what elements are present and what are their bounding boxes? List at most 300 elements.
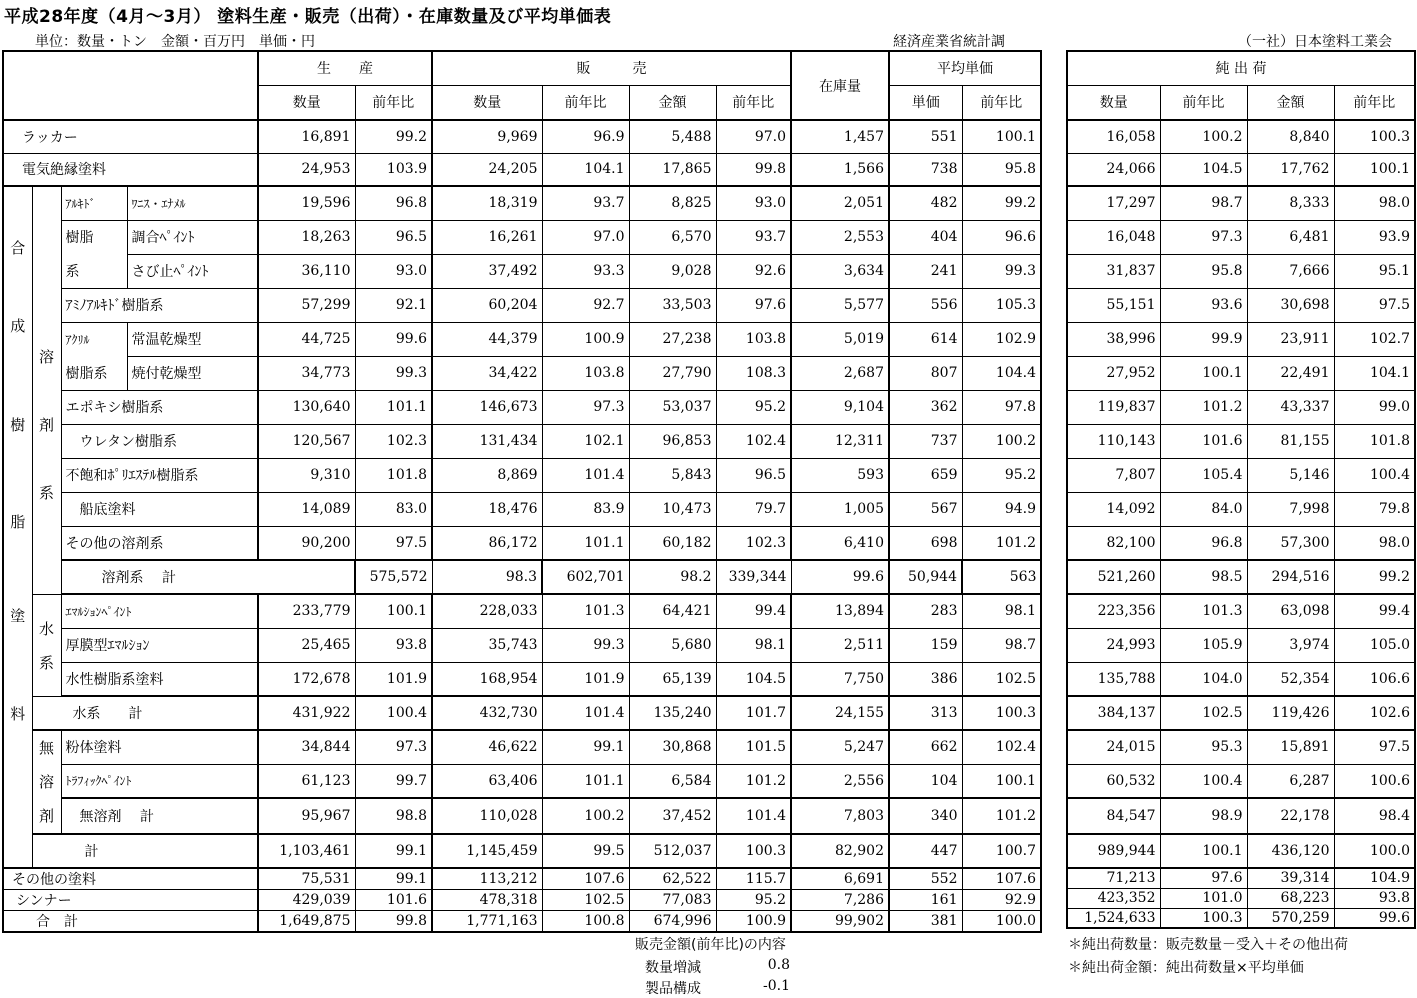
cell: 83.0 xyxy=(355,492,432,526)
cell: 75,531 xyxy=(258,868,355,890)
table-row xyxy=(1067,696,1415,730)
table-row xyxy=(1067,120,1415,153)
cell: 9,028 xyxy=(629,254,716,288)
net-shipment-table xyxy=(1066,50,1416,929)
cell: 60,182 xyxy=(629,526,716,560)
header-price-yoy: 前年比 xyxy=(962,85,1041,120)
note-net-qty: ＊純出荷数量：販売数量－受入＋その他出荷 xyxy=(1068,937,1348,953)
row-label: 無溶剤 計 xyxy=(61,798,258,834)
cell: 135,788 xyxy=(1067,662,1160,696)
sub-label-alkyd-sys: 系 xyxy=(61,254,127,288)
cell: 737 xyxy=(889,424,962,458)
cell: 99.1 xyxy=(355,868,432,890)
cell: 807 xyxy=(889,356,962,390)
cell: 8,333 xyxy=(1247,186,1334,220)
cell: 82,902 xyxy=(791,834,889,868)
vlabel-char: 塗 xyxy=(10,607,26,625)
cell: 99.3 xyxy=(355,356,432,390)
cell: 24,015 xyxy=(1067,730,1160,764)
cell: 27,952 xyxy=(1067,356,1160,390)
cell: 100.9 xyxy=(716,911,791,933)
cell: 22,178 xyxy=(1247,798,1334,834)
cell: 44,725 xyxy=(258,322,355,356)
cell: 19,596 xyxy=(258,186,355,220)
cell: 98.7 xyxy=(1160,186,1247,220)
cell: 102.4 xyxy=(716,424,791,458)
cell: 9,969 xyxy=(432,120,542,153)
cell: 101.3 xyxy=(542,594,629,628)
cell: 6,584 xyxy=(629,764,716,798)
table-row xyxy=(3,153,1041,186)
cell: 99.6 xyxy=(1334,908,1415,928)
cell: 551 xyxy=(889,120,962,153)
cell: 135,240 xyxy=(629,696,716,730)
cell: 228,033 xyxy=(432,594,542,628)
cell: 107.6 xyxy=(962,868,1041,890)
cell: 102.3 xyxy=(355,424,432,458)
table-row xyxy=(1067,186,1415,220)
sub-label-acryl-resin: 樹脂系 xyxy=(61,356,127,390)
cell: 101.6 xyxy=(1160,424,1247,458)
cell: 593 xyxy=(791,458,889,492)
cell: 570,259 xyxy=(1247,908,1334,928)
cell: 614 xyxy=(889,322,962,356)
cell: 1,005 xyxy=(791,492,889,526)
cell: 100.1 xyxy=(1160,834,1247,868)
cell: 100.9 xyxy=(542,322,629,356)
cell: 12,311 xyxy=(791,424,889,458)
cell: 429,039 xyxy=(258,890,355,911)
cell: 100.2 xyxy=(1160,120,1247,153)
table-row xyxy=(3,890,1041,911)
header-production: 生 産 xyxy=(258,51,432,85)
cell: 100.8 xyxy=(542,911,629,933)
cell: 34,773 xyxy=(258,356,355,390)
cell: 18,263 xyxy=(258,220,355,254)
cell: 2,556 xyxy=(791,764,889,798)
table-row xyxy=(3,798,1041,834)
cell: 7,998 xyxy=(1247,492,1334,526)
cell: 99.3 xyxy=(542,628,629,662)
vlabel-char: 成 xyxy=(10,317,26,335)
cell: 362 xyxy=(889,390,962,424)
cell: 98.7 xyxy=(962,628,1041,662)
cell: 2,553 xyxy=(791,220,889,254)
cell: 97.3 xyxy=(1160,220,1247,254)
cell: 104.0 xyxy=(1160,662,1247,696)
table-row xyxy=(1067,560,1415,594)
row-label: 不飽和ﾎﾟﾘｴｽﾃﾙ樹脂系 xyxy=(61,458,258,492)
cell: 62,522 xyxy=(629,868,716,890)
cell: 5,019 xyxy=(791,322,889,356)
cell: 168,954 xyxy=(432,662,542,696)
cell: 105.9 xyxy=(1160,628,1247,662)
cell: 97.6 xyxy=(716,288,791,322)
cell: 10,473 xyxy=(629,492,716,526)
cell: 84.0 xyxy=(1160,492,1247,526)
cell: 102.3 xyxy=(716,526,791,560)
header-amount-yoy: 前年比 xyxy=(716,85,791,120)
cell: 30,868 xyxy=(629,730,716,764)
cell: 7,750 xyxy=(791,662,889,696)
cell: 102.6 xyxy=(1334,696,1415,730)
cell: 989,944 xyxy=(1067,834,1160,868)
cell: 95.2 xyxy=(716,890,791,911)
table-row xyxy=(3,730,1041,764)
cell: 102.4 xyxy=(962,730,1041,764)
cell: 81,155 xyxy=(1247,424,1334,458)
cell: 101.2 xyxy=(962,798,1041,834)
cell: 100.4 xyxy=(355,696,432,730)
cell: 36,110 xyxy=(258,254,355,288)
table-row xyxy=(1067,764,1415,798)
cell: 339,344 xyxy=(716,560,791,594)
cell: 575,572 xyxy=(355,560,432,594)
cell: 5,146 xyxy=(1247,458,1334,492)
row-label: ラッカー xyxy=(3,120,258,153)
cell: 99.1 xyxy=(542,730,629,764)
cell: 24,155 xyxy=(791,696,889,730)
cell: 1,145,459 xyxy=(432,834,542,868)
cell: 110,143 xyxy=(1067,424,1160,458)
header-sales: 販 売 xyxy=(432,51,791,85)
row-label: その他の溶剤系 xyxy=(61,526,258,560)
cell: 556 xyxy=(889,288,962,322)
cell: 99.8 xyxy=(716,153,791,186)
cell: 2,051 xyxy=(791,186,889,220)
suikei-label-cell xyxy=(32,594,61,696)
cell: 8,869 xyxy=(432,458,542,492)
cell: 100.3 xyxy=(1334,120,1415,153)
cell: 98.8 xyxy=(355,798,432,834)
cell: 98.9 xyxy=(1160,798,1247,834)
cell: 96.9 xyxy=(542,120,629,153)
cell: 7,807 xyxy=(1067,458,1160,492)
cell: 340 xyxy=(889,798,962,834)
cell: 68,223 xyxy=(1247,888,1334,908)
cell: 99.0 xyxy=(1334,390,1415,424)
row-label: 溶剤系 計 xyxy=(61,560,355,594)
cell: 100.1 xyxy=(355,594,432,628)
cell: 381 xyxy=(889,911,962,933)
cell: 119,837 xyxy=(1067,390,1160,424)
cell: 101.1 xyxy=(355,390,432,424)
cell: 99.6 xyxy=(791,560,889,594)
cell: 95,967 xyxy=(258,798,355,834)
cell: 57,299 xyxy=(258,288,355,322)
table-row xyxy=(3,594,1041,628)
cell: 84,547 xyxy=(1067,798,1160,834)
cell: 99.9 xyxy=(1160,322,1247,356)
table-row xyxy=(1067,424,1415,458)
table-row xyxy=(3,526,1041,560)
cell: 37,492 xyxy=(432,254,542,288)
table-row xyxy=(1067,730,1415,764)
cell: 567 xyxy=(889,492,962,526)
cell: 92.9 xyxy=(962,890,1041,911)
cell: 113,212 xyxy=(432,868,542,890)
cell: 104.4 xyxy=(962,356,1041,390)
cell: 92.7 xyxy=(542,288,629,322)
mix-label: 製品構成 xyxy=(645,981,701,997)
cell: 386 xyxy=(889,662,962,696)
cell: 102.5 xyxy=(962,662,1041,696)
cell: 92.1 xyxy=(355,288,432,322)
cell: 96,853 xyxy=(629,424,716,458)
cell: 6,481 xyxy=(1247,220,1334,254)
cell: 99.2 xyxy=(1334,560,1415,594)
cell: 39,314 xyxy=(1247,868,1334,888)
cell: 38,996 xyxy=(1067,322,1160,356)
table-row xyxy=(1067,356,1415,390)
cell: 101.1 xyxy=(542,526,629,560)
cell: 86,172 xyxy=(432,526,542,560)
cell: 46,622 xyxy=(432,730,542,764)
row-label: 粉体塗料 xyxy=(61,730,258,764)
row-label: 常温乾燥型 xyxy=(127,322,258,356)
table-row xyxy=(3,288,1041,322)
cell: 100.2 xyxy=(542,798,629,834)
cell: 101.2 xyxy=(1160,390,1247,424)
cell: 100.0 xyxy=(1334,834,1415,868)
cell: 15,891 xyxy=(1247,730,1334,764)
cell: 6,691 xyxy=(791,868,889,890)
table-row xyxy=(1067,458,1415,492)
cell: 64,421 xyxy=(629,594,716,628)
vlabel-char: 合 xyxy=(10,239,26,257)
cell: 60,532 xyxy=(1067,764,1160,798)
cell: 18,476 xyxy=(432,492,542,526)
cell: 96.8 xyxy=(355,186,432,220)
cell: 96.6 xyxy=(962,220,1041,254)
cell: 25,465 xyxy=(258,628,355,662)
cell: 24,953 xyxy=(258,153,355,186)
sub-label-acryl: ｱｸﾘﾙ xyxy=(61,322,127,356)
table-row xyxy=(1067,662,1415,696)
cell: 14,092 xyxy=(1067,492,1160,526)
cell: 100.7 xyxy=(962,834,1041,868)
cell: 100.4 xyxy=(1334,458,1415,492)
cell: 31,837 xyxy=(1067,254,1160,288)
cell: 602,701 xyxy=(542,560,629,594)
cell: 6,570 xyxy=(629,220,716,254)
cell: 83.9 xyxy=(542,492,629,526)
cell: 1,649,875 xyxy=(258,911,355,933)
cell: 6,410 xyxy=(791,526,889,560)
cell: 104.1 xyxy=(1334,356,1415,390)
header-net-qty: 数量 xyxy=(1067,85,1160,120)
header-p-yoy: 前年比 xyxy=(355,85,432,120)
cell: 107.6 xyxy=(542,868,629,890)
cell: 100.3 xyxy=(716,834,791,868)
cell: 34,844 xyxy=(258,730,355,764)
cell: 5,488 xyxy=(629,120,716,153)
cell: 432,730 xyxy=(432,696,542,730)
row-label: 電気絶縁塗料 xyxy=(3,153,258,186)
cell: 447 xyxy=(889,834,962,868)
cell: 7,803 xyxy=(791,798,889,834)
cell: 17,762 xyxy=(1247,153,1334,186)
cell: 105.3 xyxy=(962,288,1041,322)
vlabel-char: 樹 xyxy=(10,416,26,434)
table-row xyxy=(3,834,1041,868)
cell: 98.3 xyxy=(432,560,542,594)
cell: 102.1 xyxy=(542,424,629,458)
cell: 110,028 xyxy=(432,798,542,834)
muyozai-label-cell xyxy=(32,730,61,834)
table-row xyxy=(1067,322,1415,356)
vlabel-char: 剤 xyxy=(38,416,54,434)
row-label: 合 計 xyxy=(3,911,258,933)
cell: 8,825 xyxy=(629,186,716,220)
row-label: シンナー xyxy=(3,890,258,911)
table-row xyxy=(3,120,1041,153)
table-row xyxy=(1067,526,1415,560)
header-s-yoy: 前年比 xyxy=(542,85,629,120)
table-row xyxy=(1067,254,1415,288)
cell: 16,261 xyxy=(432,220,542,254)
cell: 103.8 xyxy=(716,322,791,356)
cell: 101.9 xyxy=(355,662,432,696)
cell: 95.3 xyxy=(1160,730,1247,764)
cell: 93.6 xyxy=(1160,288,1247,322)
cell: 100.3 xyxy=(1160,908,1247,928)
cell: 101.0 xyxy=(1160,888,1247,908)
table-row xyxy=(1067,153,1415,186)
cell: 61,123 xyxy=(258,764,355,798)
row-label: ウレタン樹脂系 xyxy=(61,424,258,458)
table-row xyxy=(1067,868,1415,888)
cell: 77,083 xyxy=(629,890,716,911)
cell: 63,098 xyxy=(1247,594,1334,628)
table-row xyxy=(3,764,1041,798)
cell: 146,673 xyxy=(432,390,542,424)
cell: 97.0 xyxy=(716,120,791,153)
table-row xyxy=(3,322,1041,356)
cell: 97.3 xyxy=(542,390,629,424)
cell: 9,310 xyxy=(258,458,355,492)
cell: 8,840 xyxy=(1247,120,1334,153)
table-row xyxy=(1067,888,1415,908)
cell: 233,779 xyxy=(258,594,355,628)
cell: 99.3 xyxy=(962,254,1041,288)
cell: 223,356 xyxy=(1067,594,1160,628)
cell: 93.0 xyxy=(716,186,791,220)
cell: 96.5 xyxy=(355,220,432,254)
mix-value: -0.1 xyxy=(763,978,790,994)
table-row xyxy=(3,560,1041,594)
cell: 101.1 xyxy=(542,764,629,798)
header-avg-price: 平均単価 xyxy=(889,51,1041,85)
cell: 698 xyxy=(889,526,962,560)
vlabel-char: 剤 xyxy=(38,807,54,825)
cell: 161 xyxy=(889,890,962,911)
cell: 95.8 xyxy=(962,153,1041,186)
row-label: 厚膜型ｴﾏﾙｼｮﾝ xyxy=(61,628,258,662)
corner-cell xyxy=(3,51,258,120)
cell: 97.5 xyxy=(1334,288,1415,322)
gousei-label-cell xyxy=(3,186,32,868)
cell: 14,089 xyxy=(258,492,355,526)
cell: 674,996 xyxy=(629,911,716,933)
cell: 106.6 xyxy=(1334,662,1415,696)
cell: 521,260 xyxy=(1067,560,1160,594)
breakdown-title: 販売金額(前年比)の内容 xyxy=(635,937,786,953)
cell: 65,139 xyxy=(629,662,716,696)
table-row xyxy=(3,492,1041,526)
cell: 100.1 xyxy=(962,120,1041,153)
cell: 1,457 xyxy=(791,120,889,153)
cell: 99.6 xyxy=(355,322,432,356)
vlabel-char: 脂 xyxy=(10,513,26,531)
yozai-label-cell xyxy=(32,186,61,594)
cell: 98.0 xyxy=(1334,186,1415,220)
cell: 241 xyxy=(889,254,962,288)
cell: 120,567 xyxy=(258,424,355,458)
cell: 102.7 xyxy=(1334,322,1415,356)
cell: 44,379 xyxy=(432,322,542,356)
row-label: ﾜﾆｽ・ｴﾅﾒﾙ xyxy=(127,186,258,220)
cell: 71,213 xyxy=(1067,868,1160,888)
row-label: 水性樹脂系塗料 xyxy=(61,662,258,696)
cell: 101.7 xyxy=(716,696,791,730)
row-label: その他の塗料 xyxy=(3,868,258,890)
cell: 99.7 xyxy=(355,764,432,798)
cell: 101.9 xyxy=(542,662,629,696)
cell: 101.2 xyxy=(962,526,1041,560)
cell: 294,516 xyxy=(1247,560,1334,594)
table-row xyxy=(1067,288,1415,322)
cell: 79.8 xyxy=(1334,492,1415,526)
table-row xyxy=(1067,492,1415,526)
cell: 99.4 xyxy=(716,594,791,628)
table-row xyxy=(3,911,1041,933)
cell: 103.8 xyxy=(542,356,629,390)
cell: 100.2 xyxy=(962,424,1041,458)
cell: 99.5 xyxy=(542,834,629,868)
cell: 95.1 xyxy=(1334,254,1415,288)
row-label: 水系 計 xyxy=(32,696,258,730)
cell: 108.3 xyxy=(716,356,791,390)
table-row xyxy=(3,424,1041,458)
cell: 6,287 xyxy=(1247,764,1334,798)
row-label: 調合ﾍﾟｲﾝﾄ xyxy=(127,220,258,254)
table-row xyxy=(3,356,1041,390)
cell: 97.5 xyxy=(1334,730,1415,764)
table-row xyxy=(1067,594,1415,628)
cell: 99.2 xyxy=(962,186,1041,220)
cell: 313 xyxy=(889,696,962,730)
cell: 1,566 xyxy=(791,153,889,186)
cell: 3,974 xyxy=(1247,628,1334,662)
cell: 93.7 xyxy=(716,220,791,254)
table-row xyxy=(3,662,1041,696)
cell: 662 xyxy=(889,730,962,764)
cell: 102.5 xyxy=(542,890,629,911)
cell: 93.0 xyxy=(355,254,432,288)
cell: 30,698 xyxy=(1247,288,1334,322)
cell: 119,426 xyxy=(1247,696,1334,730)
cell: 97.5 xyxy=(355,526,432,560)
cell: 101.5 xyxy=(716,730,791,764)
cell: 100.4 xyxy=(1160,764,1247,798)
cell: 97.8 xyxy=(962,390,1041,424)
cell: 7,286 xyxy=(791,890,889,911)
cell: 131,434 xyxy=(432,424,542,458)
sub-label-alkyd-resin: 樹脂 xyxy=(61,220,127,254)
vlabel-char: 系 xyxy=(38,484,54,502)
cell: 431,922 xyxy=(258,696,355,730)
